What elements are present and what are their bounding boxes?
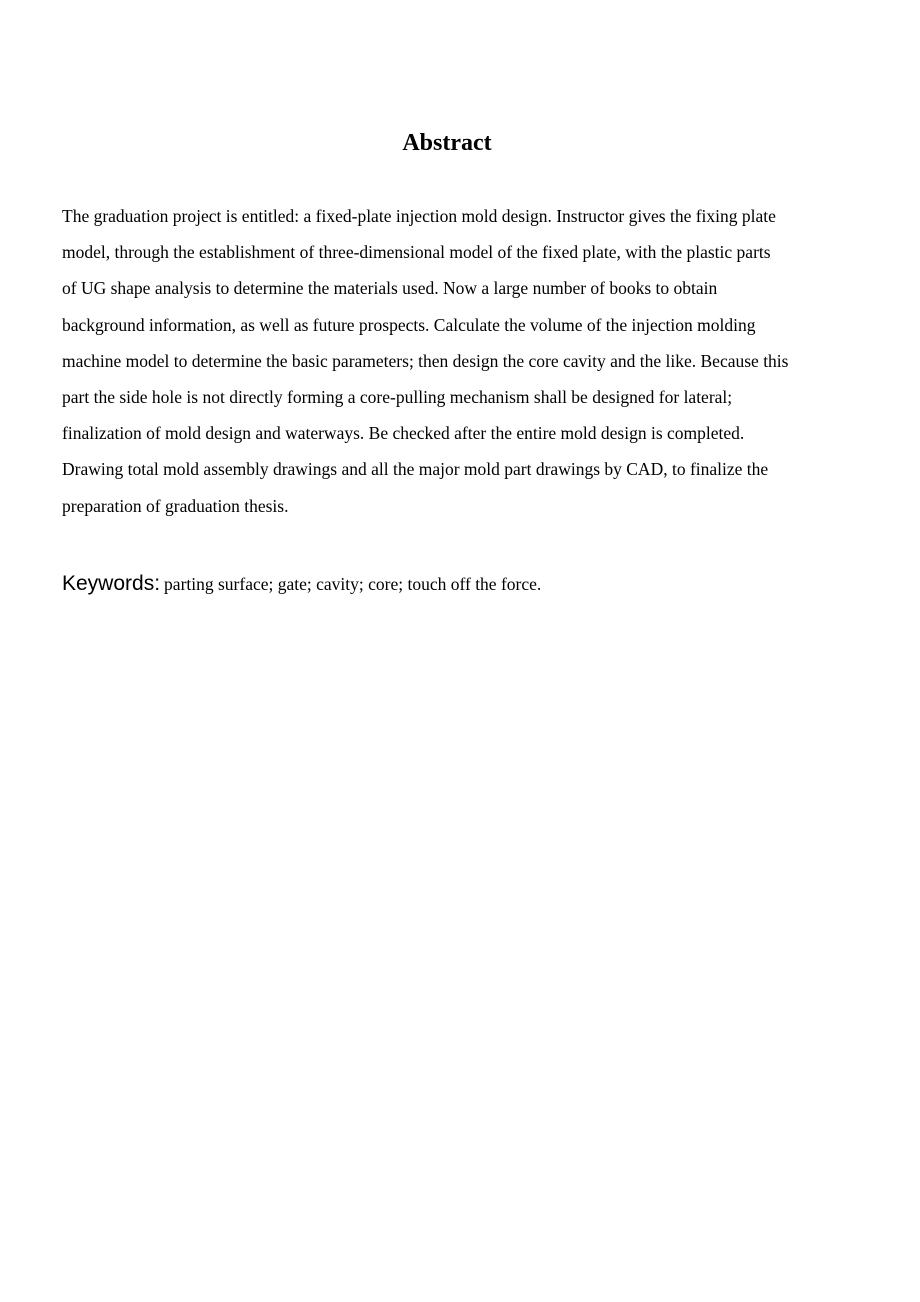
abstract-line: model, through the establishment of three-dimensional model of the fixed plate, with the plastic parts (62, 242, 771, 263)
abstract-line: preparation of graduation thesis. (62, 495, 289, 516)
abstract-body (62, 198, 852, 524)
keywords (62, 566, 852, 604)
abstract-line: part the side hole is not directly forming a core-pulling mechanism shall be designed for lateral; (62, 387, 733, 408)
keywords-label: Keywords: (62, 572, 161, 595)
abstract-line: machine model to determine the basic parameters; then design the core cavity and the like. Because this (62, 350, 789, 371)
abstract-line: The graduation project is entitled: a fixed-plate injection mold design. Instructor gives the fixing plate (62, 206, 776, 226)
page-title: Abstract (402, 130, 492, 156)
abstract-line: Drawing total mold assembly drawings and all the major mold part drawings by CAD, to finalize the (62, 459, 769, 480)
keywords-text: parting surface; gate; cavity; core; touch off the force. (164, 574, 542, 594)
abstract-line: finalization of mold design and waterways. Be checked after the entire mold design is completed. (62, 423, 745, 444)
abstract-line: background information, as well as future prospects. Calculate the volume of the injection molding (62, 314, 756, 335)
abstract-line: of UG shape analysis to determine the materials used. Now a large number of books to obtain (62, 278, 718, 299)
